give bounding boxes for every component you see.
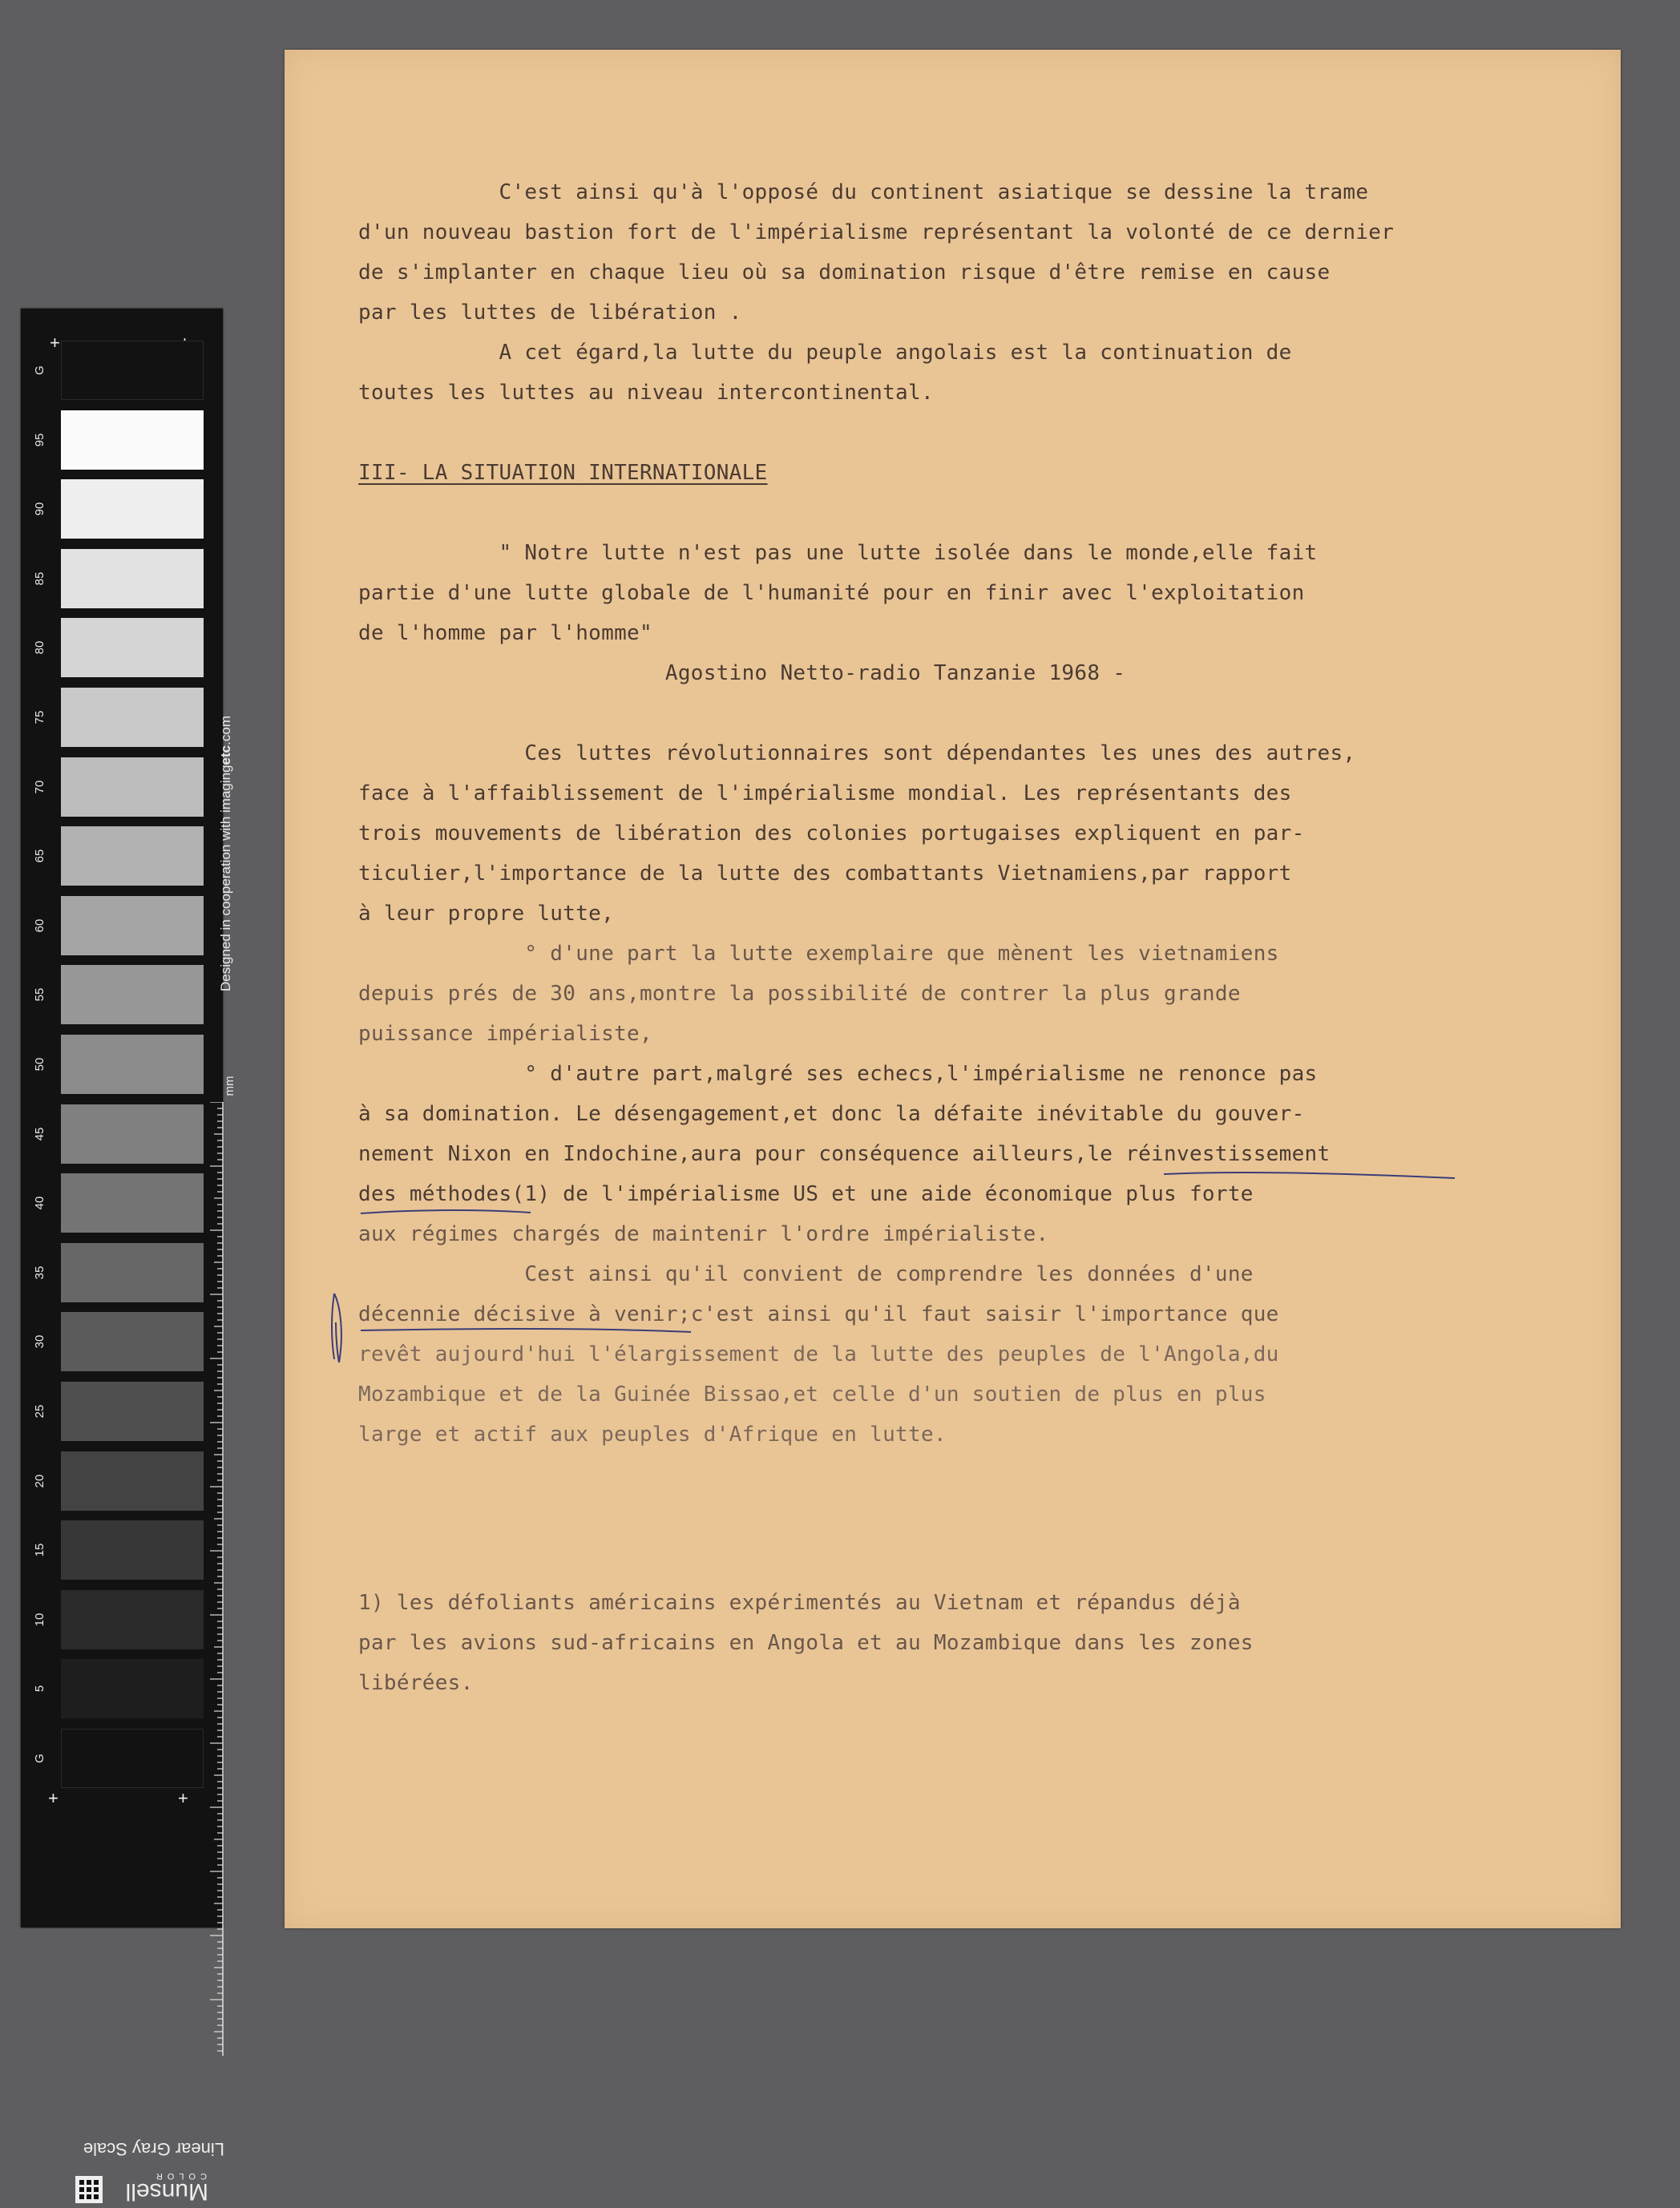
brand-name: Munsell: [125, 2178, 208, 2205]
crosshair-mark: +: [50, 333, 60, 353]
text-line: trois mouvements de libération des colonies portugaises expliquent en par-: [358, 821, 1305, 846]
gray-swatch: [61, 1104, 204, 1164]
gray-value-label: 20: [33, 1474, 46, 1487]
munsell-logo: [72, 2171, 208, 2208]
gray-swatch: [61, 896, 204, 955]
crosshair-mark: +: [48, 1788, 59, 1808]
gray-value-label: 5: [33, 1685, 46, 1693]
section-heading: III- LA SITUATION INTERNATIONALE: [358, 461, 768, 485]
quote-line: de l'homme par l'homme": [358, 621, 652, 645]
quote-line: partie d'une lutte globale de l'humanité pour en finir avec l'exploitation: [358, 581, 1305, 605]
text-line: Mozambique et de la Guinée Bissao,et celle d'un soutien de plus en plus: [358, 1383, 1266, 1407]
gray-value-label: 50: [33, 1057, 46, 1072]
mm-unit-label: mm: [223, 1076, 236, 1096]
gray-swatch: [61, 1382, 204, 1441]
text-line: par les luttes de libération .: [358, 301, 742, 325]
text-line: large et actif aux peuples d'Afrique en lutte.: [358, 1423, 947, 1447]
text-line: depuis prés de 30 ans,montre la possibilité de contrer la plus grande: [358, 982, 1241, 1006]
crosshair-mark: +: [178, 1788, 188, 1808]
gray-swatch: [61, 341, 204, 400]
text-line: puissance impérialiste,: [358, 1022, 652, 1046]
gray-value-label: 60: [33, 918, 46, 933]
quote-line: " Notre lutte n'est pas une lutte isolée dans le monde,elle fait: [358, 541, 1318, 565]
footnote-line: par les avions sud-africains en Angola et au Mozambique dans les zones: [358, 1631, 1254, 1655]
gray-swatch: [61, 826, 204, 886]
text-line: A cet égard,la lutte du peuple angolais est la continuation de: [358, 341, 1292, 365]
quote-attribution: Agostino Netto-radio Tanzanie 1968 -: [358, 661, 1126, 685]
gray-swatch: [61, 1659, 204, 1718]
gray-value-label: 10: [33, 1613, 46, 1627]
gray-value-label: 25: [33, 1404, 46, 1419]
text-line: ° d'autre part,malgré ses echecs,l'impérialisme ne renonce pas: [358, 1062, 1318, 1086]
text-line: de s'implanter en chaque lieu où sa domination risque d'être remise en cause: [358, 260, 1331, 285]
gray-value-label: 30: [33, 1335, 46, 1349]
text-line: toutes les luttes au niveau intercontinental.: [358, 381, 934, 405]
mm-ruler: [204, 1102, 228, 2056]
gray-value-label: 85: [33, 571, 46, 586]
pen-margin-bracket: [326, 1290, 350, 1370]
gray-swatch: [61, 1173, 204, 1233]
text-line: ticulier,l'importance de la lutte des combattants Vietnamiens,par rapport: [358, 862, 1292, 886]
gray-swatch: [61, 1312, 204, 1371]
gray-swatch: [61, 1590, 204, 1649]
gray-value-label: 35: [33, 1265, 46, 1280]
gray-swatch: [61, 618, 204, 677]
pen-underline-reinvestissement: [1162, 1168, 1459, 1184]
text-line: C'est ainsi qu'à l'opposé du continent asiatique se dessine la trame: [358, 180, 1369, 204]
gray-swatch: [61, 1035, 204, 1094]
text-line: à sa domination. Le désengagement,et donc la défaite inévitable du gouver-: [358, 1102, 1305, 1126]
gray-swatch: [61, 549, 204, 608]
munsell-grid-icon: [75, 2176, 103, 2203]
gray-scale-target: [21, 309, 236, 2205]
footnote-line: libérées.: [358, 1671, 474, 1695]
text-line: Ces luttes révolutionnaires sont dépendantes les unes des autres,: [358, 741, 1356, 765]
gray-value-label: 95: [33, 433, 46, 446]
text-line: aux régimes chargés de maintenir l'ordre impérialiste.: [358, 1222, 1049, 1246]
text-line: Cest ainsi qu'il convient de comprendre les données d'une: [358, 1262, 1254, 1286]
gray-swatch: [61, 1520, 204, 1580]
text-line: décennie décisive à venir;c'est ainsi qu'il faut saisir l'importance que: [358, 1302, 1279, 1326]
pen-underline-decennie: [358, 1324, 695, 1340]
text-line: revêt aujourd'hui l'élargissement de la lutte des peuples de l'Angola,du: [358, 1342, 1279, 1366]
gray-value-label: 90: [33, 502, 46, 516]
gray-swatch: [61, 1729, 204, 1788]
pen-underline-des-methodes: [358, 1205, 535, 1221]
gray-value-label: 75: [33, 710, 46, 725]
text-line: nement Nixon en Indochine,aura pour conséquence ailleurs,le réinvestissement: [358, 1142, 1331, 1166]
gray-value-label: 70: [33, 780, 46, 793]
text-line: face à l'affaiblissement de l'impérialisme mondial. Les représentants des: [358, 781, 1292, 805]
gray-value-label: 80: [33, 641, 46, 655]
gray-value-label: G: [33, 1754, 46, 1763]
gray-swatch: [61, 1243, 204, 1302]
gray-value-label: 40: [33, 1196, 46, 1210]
gray-swatch: [61, 410, 204, 470]
gray-swatch: [61, 757, 204, 817]
gray-swatch: [61, 1451, 204, 1511]
gray-value-label: 55: [33, 988, 46, 1002]
gray-value-label: 15: [33, 1543, 46, 1557]
scale-title: Linear Gray Scale: [83, 2139, 224, 2159]
typed-document-page: [285, 50, 1621, 1928]
text-line: des méthodes(1) de l'impérialisme US et une aide économique plus forte: [358, 1182, 1254, 1206]
footnote-line: 1) les défoliants américains expérimentés au Vietnam et répandus déjà: [358, 1591, 1241, 1615]
gray-value-label: G: [33, 365, 46, 375]
gray-swatch: [61, 965, 204, 1024]
gray-swatch: [61, 479, 204, 539]
text-line: d'un nouveau bastion fort de l'impérialisme représentant la volonté de ce dernier: [358, 220, 1395, 244]
scale-credit: Designed in cooperation with imagingetc.com: [218, 716, 233, 991]
text-line: ° d'une part la lutte exemplaire que mènent les vietnamiens: [358, 942, 1279, 966]
text-line: à leur propre lutte,: [358, 902, 615, 926]
brand-subtitle: COLOR: [151, 2171, 207, 2181]
gray-value-label: 65: [33, 849, 46, 863]
gray-value-label: 45: [33, 1127, 46, 1140]
gray-swatch: [61, 688, 204, 747]
